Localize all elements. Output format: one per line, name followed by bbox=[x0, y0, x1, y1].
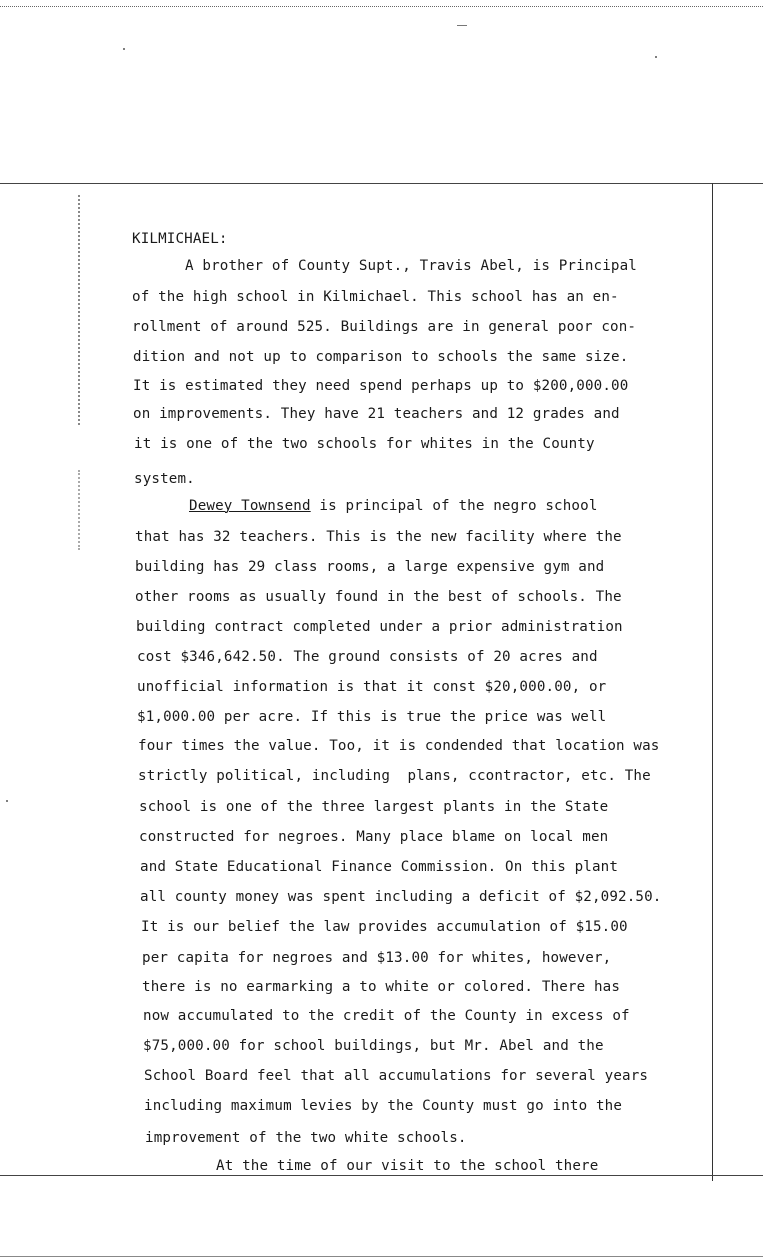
text-line: building has 29 class rooms, a large expensive gym and bbox=[135, 559, 605, 575]
text-line: unofficial information is that it const $20,000.00, or bbox=[137, 679, 607, 695]
text-line: improvement of the two white schools. bbox=[145, 1130, 467, 1146]
text-line: constructed for negroes. Many place blame on local men bbox=[139, 829, 609, 845]
text-line: that has 32 teachers. This is the new facility where the bbox=[135, 529, 622, 545]
text-line: on improvements. They have 21 teachers and 12 grades and bbox=[133, 406, 620, 422]
text-fragment: is principal of the negro school bbox=[310, 498, 598, 514]
text-line: it is one of the two schools for whites in the County bbox=[134, 436, 595, 452]
text-line: and State Educational Finance Commission. On this plant bbox=[140, 859, 619, 875]
text-line: other rooms as usually found in the best of schools. The bbox=[135, 589, 622, 605]
principal-name: Dewey Townsend bbox=[189, 498, 311, 514]
text-line: system. bbox=[134, 471, 195, 487]
text-line: building contract completed under a prior administration bbox=[136, 619, 623, 635]
text-line: school is one of the three largest plants in the State bbox=[139, 799, 609, 815]
text-line bbox=[189, 497, 598, 515]
text-line: $1,000.00 per acre. If this is true the price was well bbox=[137, 709, 607, 725]
text-line: It is estimated they need spend perhaps up to $200,000.00 bbox=[133, 378, 629, 394]
text-line: It is our belief the law provides accumulation of $15.00 bbox=[141, 919, 628, 935]
text-line: all county money was spent including a deficit of $2,092.50. bbox=[140, 889, 662, 905]
text-line: dition and not up to comparison to schools the same size. bbox=[133, 349, 629, 365]
text-line: cost $346,642.50. The ground consists of 20 acres and bbox=[137, 649, 598, 665]
text-line: now accumulated to the credit of the County in excess of bbox=[143, 1008, 630, 1024]
text-line: $75,000.00 for school buildings, but Mr. Abel and the bbox=[143, 1038, 604, 1054]
text-line: of the high school in Kilmichael. This school has an en- bbox=[132, 289, 619, 305]
text-line: per capita for negroes and $13.00 for whites, however, bbox=[142, 950, 612, 966]
text-line: At the time of our visit to the school there bbox=[216, 1158, 599, 1174]
text-line: School Board feel that all accumulations for several years bbox=[144, 1068, 649, 1084]
section-heading: KILMICHAEL: bbox=[132, 231, 228, 247]
text-line: four times the value. Too, it is condended that location was bbox=[138, 738, 660, 754]
text-line: rollment of around 525. Buildings are in general poor con- bbox=[132, 319, 637, 335]
text-line: there is no earmarking a to white or colored. There has bbox=[142, 979, 621, 995]
text-line: strictly political, including plans, ccontractor, etc. The bbox=[138, 768, 651, 784]
text-line: including maximum levies by the County must go into the bbox=[144, 1098, 623, 1114]
text-line: A brother of County Supt., Travis Abel, is Principal bbox=[185, 258, 637, 274]
